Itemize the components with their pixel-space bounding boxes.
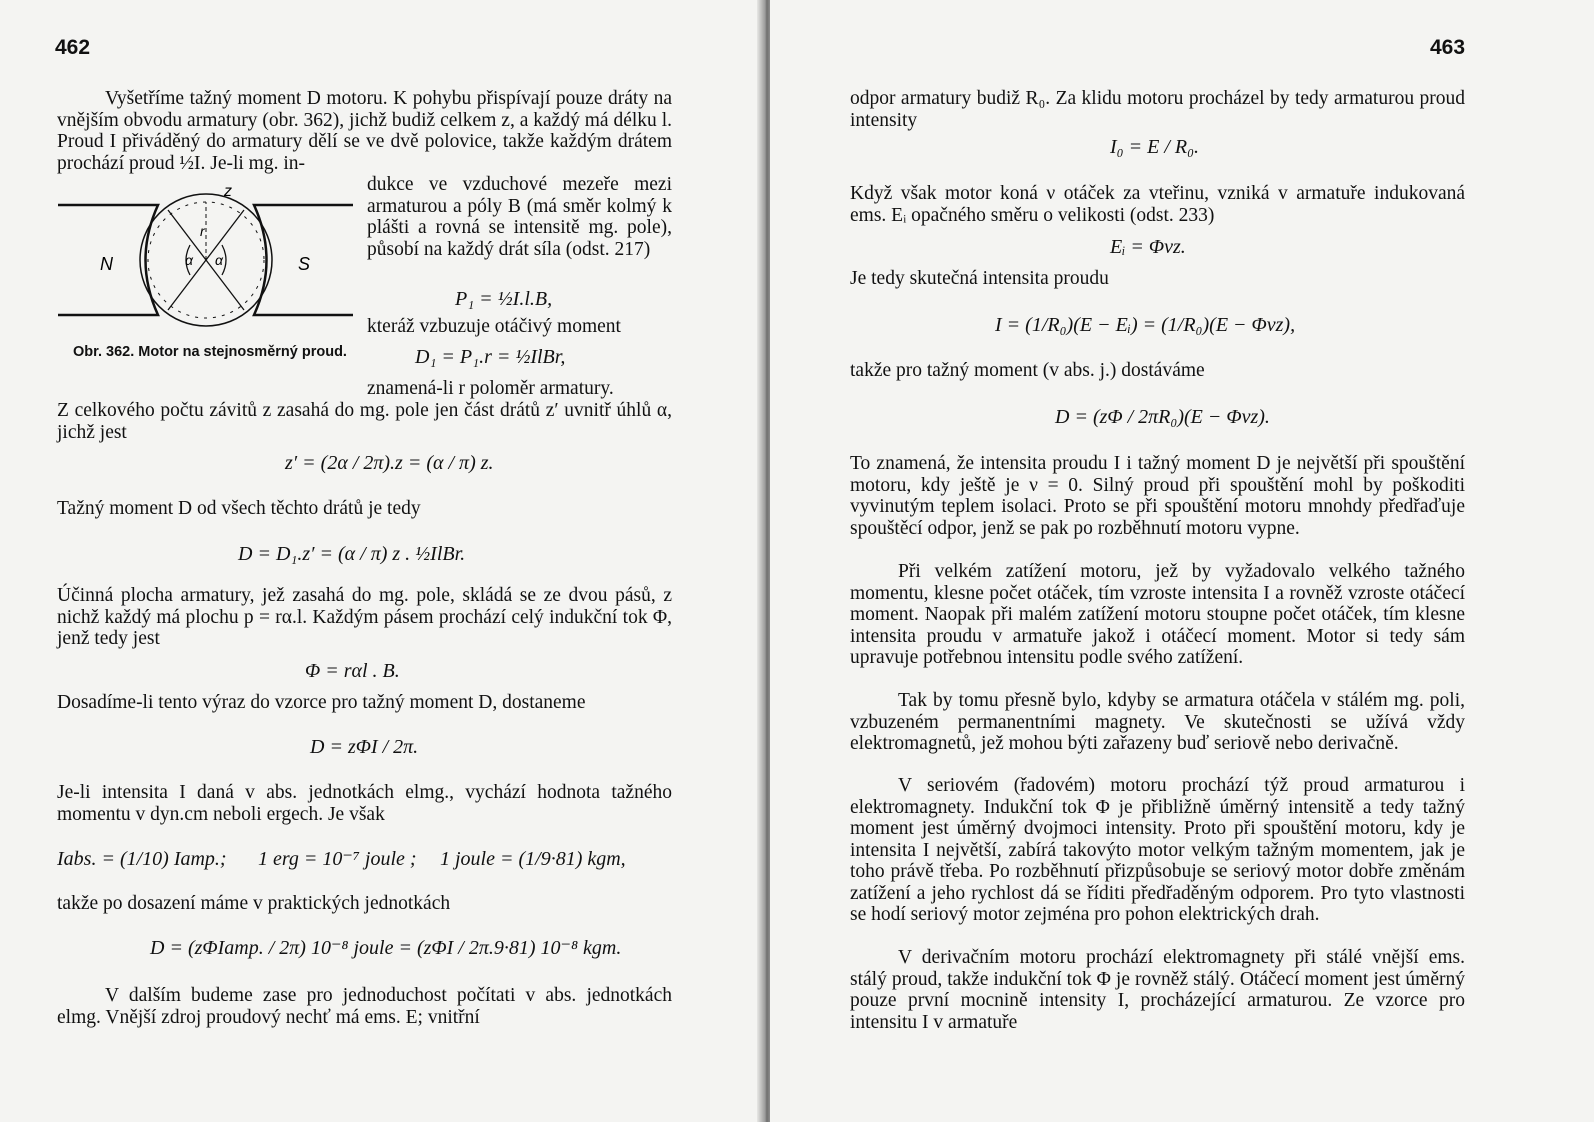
label-alpha-right: α — [215, 252, 223, 268]
left-paragraph-3: Tažný moment D od všech těchto drátů je tedy — [57, 498, 421, 519]
equation-units-b: 1 erg = 10⁻⁷ joule ; — [258, 848, 417, 870]
equation-ei: Eᵢ = Φνz. — [1110, 236, 1186, 258]
left-paragraph-5: Dosadíme-li tento výraz do vzorce pro tažný moment D, dostaneme — [57, 692, 586, 713]
equation-d2: D = zΦI / 2π. — [310, 736, 419, 758]
right-paragraph-3: Je tedy skutečná intensita proudu — [850, 268, 1109, 289]
equation-d1: D₁ = P₁.r = ½IlBr, — [415, 346, 566, 368]
equation-units-a: Iabs. = (1/10) Iamp.; — [57, 848, 227, 870]
equation-z: z′ = (2α / 2π).z = (α / π) z. — [285, 452, 494, 474]
left-side-text-2: kteráž vzbuzuje otáčivý moment — [367, 316, 621, 337]
right-page — [770, 0, 1594, 1122]
left-paragraph-7: takže po dosazení máme v praktických jednotkách — [57, 893, 451, 914]
label-s: S — [298, 254, 311, 274]
right-paragraph-9: V derivačním motoru prochází elektromagnety při stálé vnější ems. stálý proud, takže indukční tok Φ je rovněž stálý. Otáčecí moment jest úměrný pouze první mocnině intensity I, procházející armaturou. Ze vzorce pro intensitu I v armatuře — [850, 947, 1465, 1033]
equation-i: I = (1/R₀)(E − Eᵢ) = (1/R₀)(E − Φνz), — [995, 314, 1296, 336]
right-paragraph-6: Při velkém zatížení motoru, jež by vyžadovalo velkého tažného momentu, klesne počet otáček, tím vzroste intensita I a rovněž vzroste otáčecí moment. Naopak při malém zatížení motoru stoupne počet otáček, tím klesne intensita proudu v armatuře jakož i otáčecí moment. Motor si tedy sám upravuje potřebnou intensitu podle svého zatížení. — [850, 561, 1465, 668]
left-paragraph-8: V dalším budeme zase pro jednoduchost počítati v abs. jednotkách elmg. Vnější zdroj proudový nechť má ems. E; vnitřní — [57, 985, 672, 1028]
label-r: r — [200, 223, 205, 239]
left-paragraph-4: Účinná plocha armatury, jež zasahá do mg. pole, skládá se ze dvou pásů, z nichž každý má plochu p = rα.l. Každým pásem prochází celý indukční tok Φ, jenž tedy jest — [57, 585, 672, 649]
right-paragraph-7: Tak by tomu přesně bylo, kdyby se armatura otáčela v stálém mg. poli, vzbuzeném permanentními magnety. Ve skutečnosti se užívá vždy elektromagnetů, jež mohou býti zařazeny buď seriově nebo derivačně. — [850, 690, 1465, 754]
motor-figure — [58, 180, 358, 340]
page-number-left: 462 — [55, 36, 91, 59]
left-side-text-1: dukce ve vzduchové mezeře mezi armaturou a póly B (má směr kolmý k plášti a rovná se intensitě mg. pole), působí na každý drát síla (odst. 217) — [367, 174, 672, 260]
equation-d: D = D₁.z′ = (α / π) z . ½IlBr. — [238, 543, 466, 565]
label-z: z — [224, 183, 232, 200]
page-number-right: 463 — [1430, 36, 1466, 59]
equation-phi: Φ = rαl . B. — [305, 660, 400, 682]
equation-i0: I₀ = E / R₀. — [1110, 136, 1200, 158]
equation-d-right: D = (zΦ / 2πR₀)(E − Φνz). — [1055, 406, 1270, 428]
right-paragraph-5: To znamená, že intensita proudu I i tažný moment D je největší při spouštění motoru, kdy ještě je ν = 0. Silný proud při spouštění mohl by poškoditi vyvinutým teplem isolaci. Proto se při spouštění motoru mnohdy předřaďuje spouštěcí odpor, jenž se pak po rozběhnutí motoru vypne. — [850, 453, 1465, 539]
right-paragraph-1: odpor armatury budiž R₀. Za klidu motoru procházel by tedy armaturou proud intensity — [850, 88, 1465, 131]
equation-units-c: 1 joule = (1/9·81) kgm, — [440, 848, 626, 870]
left-page — [0, 0, 762, 1122]
right-paragraph-8: V seriovém (řadovém) motoru prochází týž proud armaturou i elektromagnety. Indukční tok Φ je přibližně úměrný intensitě a tedy tažný moment jest úměrný dvojmoci intensity. Proto při spouštění motoru, kdy je intensita I největší, zabírá takovýto motor velkým tažným momentem, jak je toho právě třeba. Po rozběhnutí přizpůsobuje se seriový motor dobře změnám zatížení a jeho rychlost dá se říditi předřaděným odporem. Pro tyto vlastnosti se hodí seriový motor zejména pro pohon elektrických drah. — [850, 775, 1465, 925]
left-paragraph-6: Je-li intensita I daná v abs. jednotkách elmg., vychází hodnota tažného momentu v dyn.cm neboli ergech. Je však — [57, 782, 672, 825]
equation-final: D = (zΦIamp. / 2π) 10⁻⁸ joule = (zΦI / 2π.9·81) 10⁻⁸ kgm. — [150, 937, 622, 959]
left-side-text-3: znamená-li r poloměr armatury. — [367, 378, 614, 399]
label-alpha-left: α — [185, 252, 193, 268]
right-paragraph-2: Když však motor koná ν otáček za vteřinu, vzniká v armatuře indukovaná ems. Eᵢ opačného směru o velikosti (odst. 233) — [850, 183, 1465, 226]
motor-diagram — [58, 180, 358, 340]
left-paragraph-1: Vyšetříme tažný moment D motoru. K pohybu přispívají pouze dráty na vnějším obvodu armatury (obr. 362), jichž budiž celkem z, a každý má délku l. Proud I přiváděný do armatury dělí se ve dvě polovice, takže každým drátem prochází proud ½I. Je-li mg. in- — [57, 88, 672, 174]
label-n: N — [100, 254, 113, 274]
right-paragraph-4: takže pro tažný moment (v abs. j.) dostáváme — [850, 360, 1205, 381]
figure-caption: Obr. 362. Motor na stejnosměrný proud. — [73, 344, 347, 360]
left-paragraph-2: Z celkového počtu závitů z zasahá do mg. pole jen část drátů z′ uvnitř úhlů α, jichž jest — [57, 400, 672, 443]
equation-p1: P₁ = ½I.l.B, — [455, 288, 553, 310]
